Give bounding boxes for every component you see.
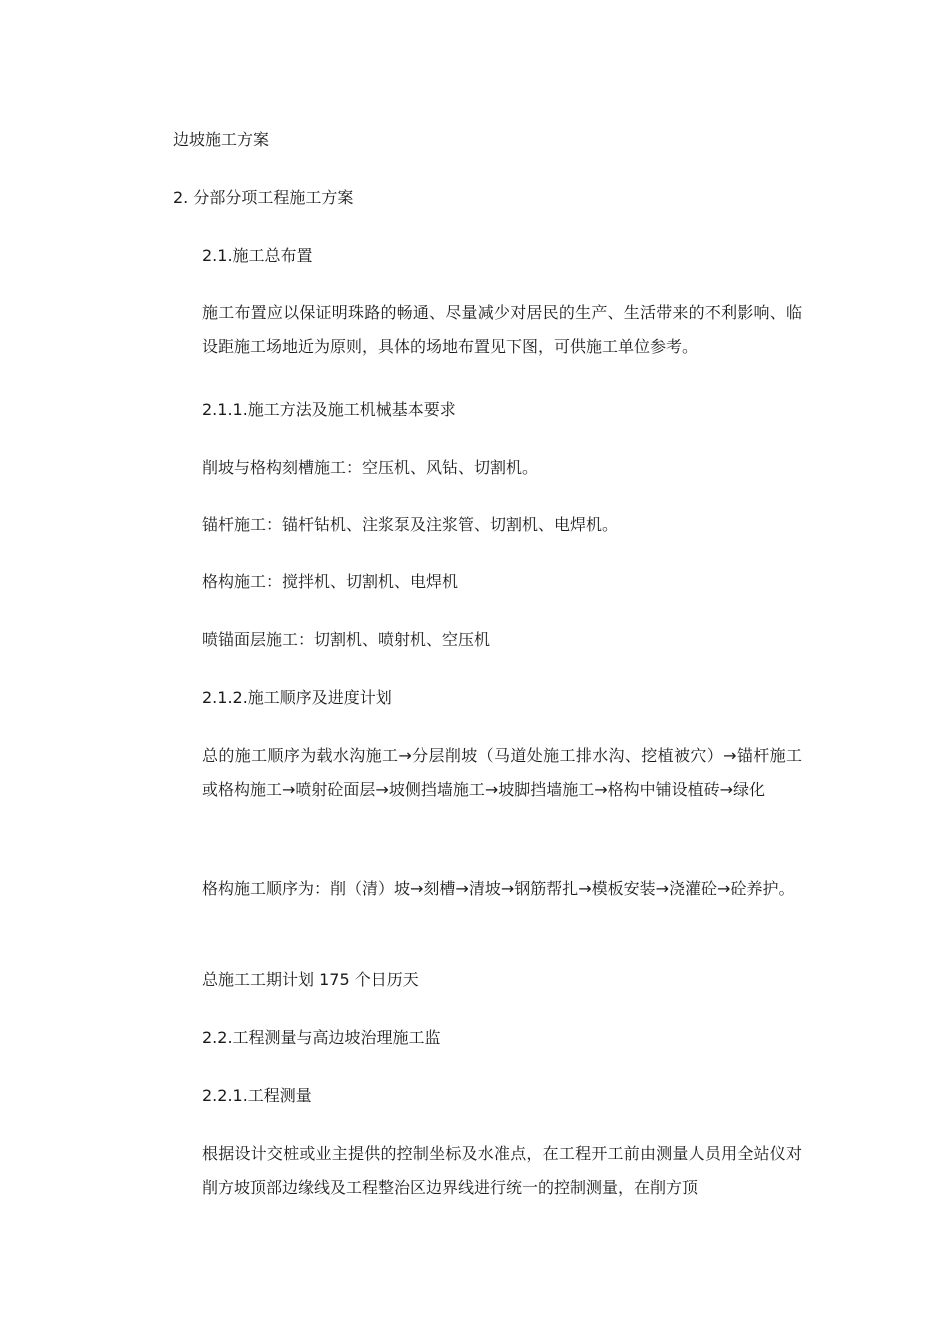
sequence-paragraph: 总的施工顺序为载水沟施工→分层削坡（马道处施工排水沟、挖植被穴）→锚杆施工或格构施工→喷射砼面层→坡侧挡墙施工→坡脚挡墙施工→格构中铺设植砖→绿化 [202, 746, 802, 799]
document-title: 边坡施工方案 [173, 130, 270, 149]
section-2-heading: 2. 分部分项工程施工方案 [173, 188, 354, 207]
equipment-item: 削坡与格构刻槽施工：空压机、风钻、切割机。 [202, 458, 539, 477]
survey-paragraph: 根据设计交桩或业主提供的控制坐标及水准点，在工程开工前由测量人员用全站仪对削方坡顶部边缘线及工程整治区边界线进行统一的控制测量，在削方顶 [202, 1144, 802, 1197]
equipment-item: 格构施工：搅拌机、切割机、电焊机 [202, 572, 459, 591]
section-2-1-heading: 2.1.施工总布置 [202, 246, 313, 265]
section-2-2-1-heading: 2.2.1.工程测量 [202, 1086, 312, 1105]
lattice-sequence-paragraph: 格构施工顺序为：削（清）坡→刻槽→清坡→钢筋帮扎→模板安装→浇灌砼→砼养护。 [202, 879, 795, 898]
duration-text: 总施工工期计划 175 个日历天 [202, 970, 419, 989]
section-2-1-2-heading: 2.1.2.施工顺序及进度计划 [202, 688, 392, 707]
equipment-item: 锚杆施工：锚杆钻机、注浆泵及注浆管、切割机、电焊机。 [202, 515, 619, 534]
equipment-item: 喷锚面层施工：切割机、喷射机、空压机 [202, 630, 491, 649]
section-2-2-heading: 2.2.工程测量与高边坡治理施工监 [202, 1028, 441, 1047]
section-2-1-1-heading: 2.1.1.施工方法及施工机械基本要求 [202, 400, 456, 419]
section-2-1-paragraph: 施工布置应以保证明珠路的畅通、尽量减少对居民的生产、生活带来的不利影响、临设距施工场地近为原则，具体的场地布置见下图，可供施工单位参考。 [202, 303, 802, 356]
